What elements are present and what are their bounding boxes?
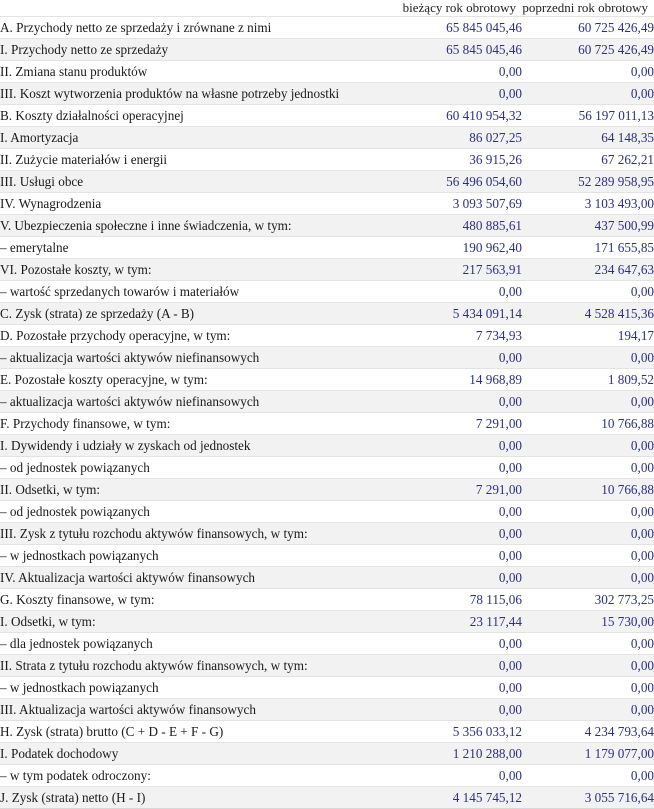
row-value-current-year: 0,00 [390, 765, 522, 787]
table-row [0, 237, 654, 259]
row-label: H. Zysk (strata) brutto (C + D - E + F - G) [0, 721, 390, 743]
row-value-previous-year: 234 647,63 [522, 259, 654, 281]
table-row [0, 391, 654, 413]
row-value-previous-year: 0,00 [522, 501, 654, 523]
row-value-previous-year: 0,00 [522, 61, 654, 83]
row-value-current-year: 5 356 033,12 [390, 721, 522, 743]
row-label: F. Przychody finansowe, w tym: [0, 413, 390, 435]
row-value-current-year: 0,00 [390, 699, 522, 721]
row-value-current-year: 86 027,25 [390, 127, 522, 149]
column-header-previous-year: poprzedni rok obrotowy [522, 0, 654, 17]
row-value-current-year: 0,00 [390, 545, 522, 567]
table-row [0, 743, 654, 765]
column-header-label [0, 0, 390, 17]
row-value-previous-year: 56 197 011,13 [522, 105, 654, 127]
table-header [0, 0, 654, 17]
row-value-previous-year: 67 262,21 [522, 149, 654, 171]
row-value-current-year: 4 145 745,12 [390, 787, 522, 809]
row-label: III. Usługi obce [0, 171, 390, 193]
row-label: VI. Pozostałe koszty, w tym: [0, 259, 390, 281]
row-value-previous-year: 64 148,35 [522, 127, 654, 149]
table-row [0, 105, 654, 127]
column-header-current-year: bieżący rok obrotowy [390, 0, 522, 17]
table-row [0, 83, 654, 105]
row-label: G. Koszty finansowe, w tym: [0, 589, 390, 611]
table-row [0, 523, 654, 545]
row-value-previous-year: 10 766,88 [522, 479, 654, 501]
row-label: I. Przychody netto ze sprzedaży [0, 39, 390, 61]
row-value-previous-year: 0,00 [522, 677, 654, 699]
row-value-previous-year: 0,00 [522, 457, 654, 479]
row-value-previous-year: 0,00 [522, 545, 654, 567]
table-row [0, 303, 654, 325]
row-label: – emerytalne [0, 237, 390, 259]
table-row [0, 721, 654, 743]
row-value-previous-year: 60 725 426,49 [522, 39, 654, 61]
row-value-current-year: 1 210 288,00 [390, 743, 522, 765]
row-value-previous-year: 52 289 958,95 [522, 171, 654, 193]
row-value-current-year: 65 845 045,46 [390, 39, 522, 61]
row-value-previous-year: 15 730,00 [522, 611, 654, 633]
table-row [0, 655, 654, 677]
table-row [0, 259, 654, 281]
row-value-current-year: 7 734,93 [390, 325, 522, 347]
row-value-current-year: 0,00 [390, 633, 522, 655]
row-value-current-year: 0,00 [390, 655, 522, 677]
table-row [0, 413, 654, 435]
row-value-previous-year: 0,00 [522, 391, 654, 413]
table-row [0, 149, 654, 171]
table-row [0, 611, 654, 633]
row-value-previous-year: 1 809,52 [522, 369, 654, 391]
row-value-current-year: 0,00 [390, 567, 522, 589]
row-value-previous-year: 0,00 [522, 347, 654, 369]
row-value-current-year: 0,00 [390, 83, 522, 105]
table-row [0, 479, 654, 501]
table-row [0, 61, 654, 83]
row-value-previous-year: 10 766,88 [522, 413, 654, 435]
row-label: III. Koszt wytworzenia produktów na własne potrzeby jednostki [0, 83, 390, 105]
table-row [0, 787, 654, 809]
row-label: B. Koszty działalności operacyjnej [0, 105, 390, 127]
row-label: I. Podatek dochodowy [0, 743, 390, 765]
table-row [0, 369, 654, 391]
row-value-current-year: 7 291,00 [390, 479, 522, 501]
row-label: A. Przychody netto ze sprzedaży i zrównane z nimi [0, 17, 390, 39]
row-value-current-year: 0,00 [390, 677, 522, 699]
row-value-previous-year: 0,00 [522, 281, 654, 303]
row-value-previous-year: 4 234 793,64 [522, 721, 654, 743]
row-value-current-year: 5 434 091,14 [390, 303, 522, 325]
table-row [0, 215, 654, 237]
row-value-previous-year: 0,00 [522, 523, 654, 545]
row-value-current-year: 0,00 [390, 435, 522, 457]
row-label: V. Ubezpieczenia społeczne i inne świadczenia, w tym: [0, 215, 390, 237]
row-label: D. Pozostałe przychody operacyjne, w tym: [0, 325, 390, 347]
row-value-previous-year: 0,00 [522, 83, 654, 105]
row-value-current-year: 56 496 054,60 [390, 171, 522, 193]
row-value-current-year: 0,00 [390, 501, 522, 523]
table-row [0, 633, 654, 655]
row-value-current-year: 7 291,00 [390, 413, 522, 435]
table-row [0, 171, 654, 193]
table-row [0, 677, 654, 699]
row-value-current-year: 480 885,61 [390, 215, 522, 237]
row-label: IV. Aktualizacja wartości aktywów finansowych [0, 567, 390, 589]
row-label: – wartość sprzedanych towarów i materiałów [0, 281, 390, 303]
row-label: – w tym podatek odroczony: [0, 765, 390, 787]
row-value-previous-year: 0,00 [522, 567, 654, 589]
row-value-previous-year: 0,00 [522, 699, 654, 721]
row-label: I. Amortyzacja [0, 127, 390, 149]
row-label: E. Pozostałe koszty operacyjne, w tym: [0, 369, 390, 391]
table-row [0, 281, 654, 303]
row-value-previous-year: 0,00 [522, 633, 654, 655]
table-row [0, 127, 654, 149]
table-row [0, 39, 654, 61]
row-label: III. Zysk z tytułu rozchodu aktywów finansowych, w tym: [0, 523, 390, 545]
row-value-current-year: 0,00 [390, 523, 522, 545]
table-row [0, 545, 654, 567]
row-value-current-year: 0,00 [390, 457, 522, 479]
row-value-previous-year: 437 500,99 [522, 215, 654, 237]
row-value-current-year: 3 093 507,69 [390, 193, 522, 215]
table-row [0, 435, 654, 457]
row-value-current-year: 23 117,44 [390, 611, 522, 633]
row-label: – w jednostkach powiązanych [0, 677, 390, 699]
row-value-current-year: 0,00 [390, 281, 522, 303]
row-value-previous-year: 3 103 493,00 [522, 193, 654, 215]
row-value-previous-year: 0,00 [522, 435, 654, 457]
row-value-previous-year: 171 655,85 [522, 237, 654, 259]
row-label: I. Odsetki, w tym: [0, 611, 390, 633]
row-label: – od jednostek powiązanych [0, 501, 390, 523]
row-value-previous-year: 60 725 426,49 [522, 17, 654, 39]
row-value-current-year: 78 115,06 [390, 589, 522, 611]
table-body [0, 17, 654, 809]
row-value-current-year: 217 563,91 [390, 259, 522, 281]
row-label: – aktualizacja wartości aktywów niefinansowych [0, 347, 390, 369]
table-row [0, 765, 654, 787]
table-row [0, 567, 654, 589]
row-value-current-year: 14 968,89 [390, 369, 522, 391]
row-label: J. Zysk (strata) netto (H - I) [0, 787, 390, 809]
row-label: II. Strata z tytułu rozchodu aktywów finansowych, w tym: [0, 655, 390, 677]
row-label: II. Odsetki, w tym: [0, 479, 390, 501]
row-value-current-year: 36 915,26 [390, 149, 522, 171]
table-row [0, 347, 654, 369]
row-value-current-year: 65 845 045,46 [390, 17, 522, 39]
row-value-current-year: 0,00 [390, 61, 522, 83]
row-value-previous-year: 1 179 077,00 [522, 743, 654, 765]
row-label: C. Zysk (strata) ze sprzedaży (A - B) [0, 303, 390, 325]
row-value-previous-year: 194,17 [522, 325, 654, 347]
table-row [0, 325, 654, 347]
row-value-previous-year: 0,00 [522, 765, 654, 787]
table-row [0, 501, 654, 523]
row-label: – w jednostkach powiązanych [0, 545, 390, 567]
row-value-previous-year: 4 528 415,36 [522, 303, 654, 325]
table-row [0, 457, 654, 479]
row-label: – aktualizacja wartości aktywów niefinansowych [0, 391, 390, 413]
row-label: – dla jednostek powiązanych [0, 633, 390, 655]
row-label: – od jednostek powiązanych [0, 457, 390, 479]
row-value-current-year: 190 962,40 [390, 237, 522, 259]
table-row [0, 589, 654, 611]
row-value-current-year: 0,00 [390, 391, 522, 413]
table-row [0, 193, 654, 215]
header-row [0, 0, 654, 17]
row-label: IV. Wynagrodzenia [0, 193, 390, 215]
row-value-current-year: 0,00 [390, 347, 522, 369]
table-row [0, 17, 654, 39]
row-label: II. Zmiana stanu produktów [0, 61, 390, 83]
row-value-previous-year: 3 055 716,64 [522, 787, 654, 809]
row-label: II. Zużycie materiałów i energii [0, 149, 390, 171]
row-value-current-year: 60 410 954,32 [390, 105, 522, 127]
row-value-previous-year: 0,00 [522, 655, 654, 677]
row-label: III. Aktualizacja wartości aktywów finansowych [0, 699, 390, 721]
row-label: I. Dywidendy i udziały w zyskach od jednostek [0, 435, 390, 457]
row-value-previous-year: 302 773,25 [522, 589, 654, 611]
